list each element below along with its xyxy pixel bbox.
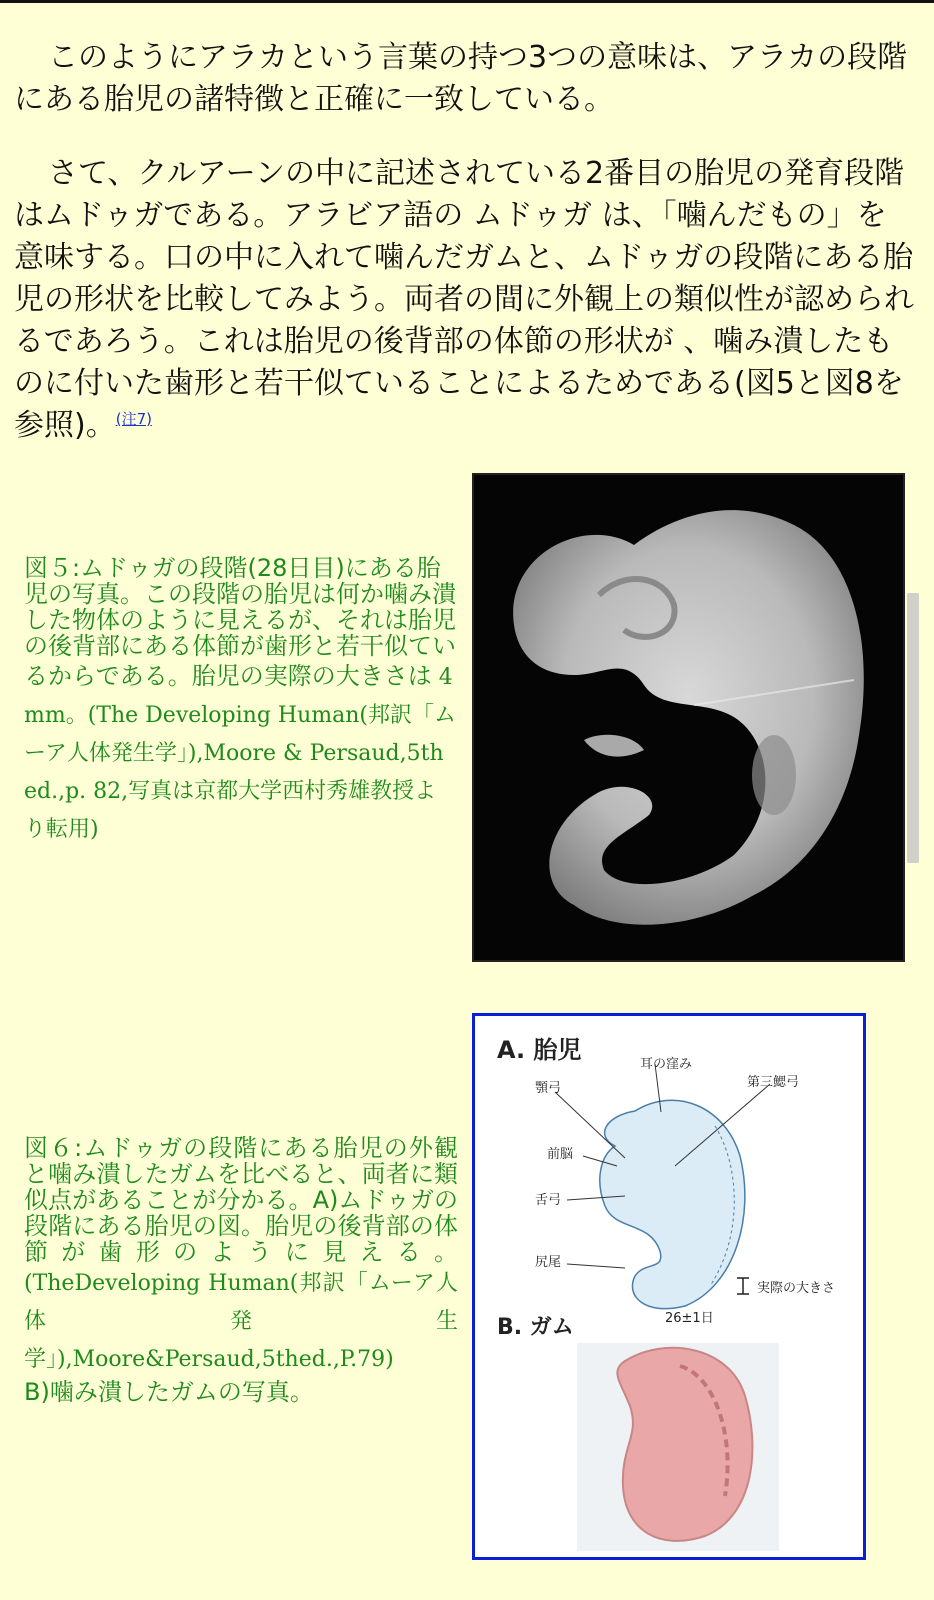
embryo-photo (472, 473, 905, 962)
label-jaw-arch: 顎弓 (535, 1081, 562, 1096)
embryo-arm-bud (584, 735, 644, 757)
scrollbar-thumb[interactable] (907, 593, 919, 863)
label-actual-size: 実際の大きさ (757, 1281, 836, 1296)
intro-paragraph (14, 37, 914, 121)
intro-text: このようにアラカという言葉の持つ3つの意味は、アラカの段階にある胎児の諸特徴と正確に一致している。 (14, 40, 908, 117)
figure5-caption-main: 図５:ムドゥガの段階(28日目)にある胎児の写真。この段階の胎児は何か噛み潰した物体のように見えるが、それは胎児の後背部にある体節が歯形と若干似ているからである。胎児の実際の大きさは (24, 554, 456, 690)
figure6-caption-source: (TheDeveloping Human(邦訳「ムーア人体発生学」),Moore&Persaud,5thed.,P.79) (24, 1271, 458, 1372)
footnote-7-link[interactable]: (注7) (115, 410, 152, 428)
mudgha-text: さて、クルアーンの中に記述されている2番目の胎児の発育段階はムドゥガである。アラビア語の ムドゥガ は、「噛んだもの」を意味する。口の中に入れて噛んだガムと、ムドゥガの段階にある胎児の形状を比較してみよう。両者の間に外観上の類似性が認められるであろう。これは胎児の後背部の体節の形状が 、噛み潰したものに付いた歯形と若干似ていることによるためである(図5と図8を参照)。 (14, 156, 914, 443)
label-third-arch: 第三鰓弓 (747, 1075, 800, 1090)
label-ear-pit: 耳の窪み (640, 1057, 693, 1072)
chewed-gum (617, 1348, 752, 1541)
mudgha-paragraph (14, 153, 914, 447)
label-forebrain: 前脳 (547, 1147, 574, 1162)
label-tongue-arch: 舌弓 (535, 1193, 562, 1208)
figure5-caption-source: 4 mm。(The Developing Human(邦訳「ムーア人体発生学」),Moore & Persaud,5th ed.,p. 82,写真は京都大学西村秀雄教授より転用) (24, 665, 456, 842)
section-a-label: A. 胎児 (497, 1036, 582, 1064)
figure6-caption-end: B)噛み潰したガムの写真。 (24, 1378, 314, 1406)
figure6-caption (24, 1135, 458, 1405)
comparison-diagram (475, 1016, 863, 1557)
figure6-caption-main: 図６:ムドゥガの段階にある胎児の外観と噛み潰したガムを比べると、両者に類似点があることが分かる。A)ムドゥガの段階にある胎児の図。胎児の後背部の体節が歯形のように見える。 (24, 1134, 458, 1266)
label-tail: 尻尾 (535, 1255, 562, 1270)
scale-bar (737, 1278, 749, 1294)
embryo-drawing (600, 1100, 745, 1308)
figure5-caption (24, 555, 456, 849)
section-b-label: B. ガム (497, 1315, 574, 1340)
embryo-body (513, 510, 864, 925)
embryo-limb-bud (752, 735, 796, 815)
embryo-photo-graphic (474, 475, 903, 960)
embryo-gum-comparison-figure (472, 1013, 866, 1560)
label-day: 26±1日 (665, 1311, 714, 1326)
